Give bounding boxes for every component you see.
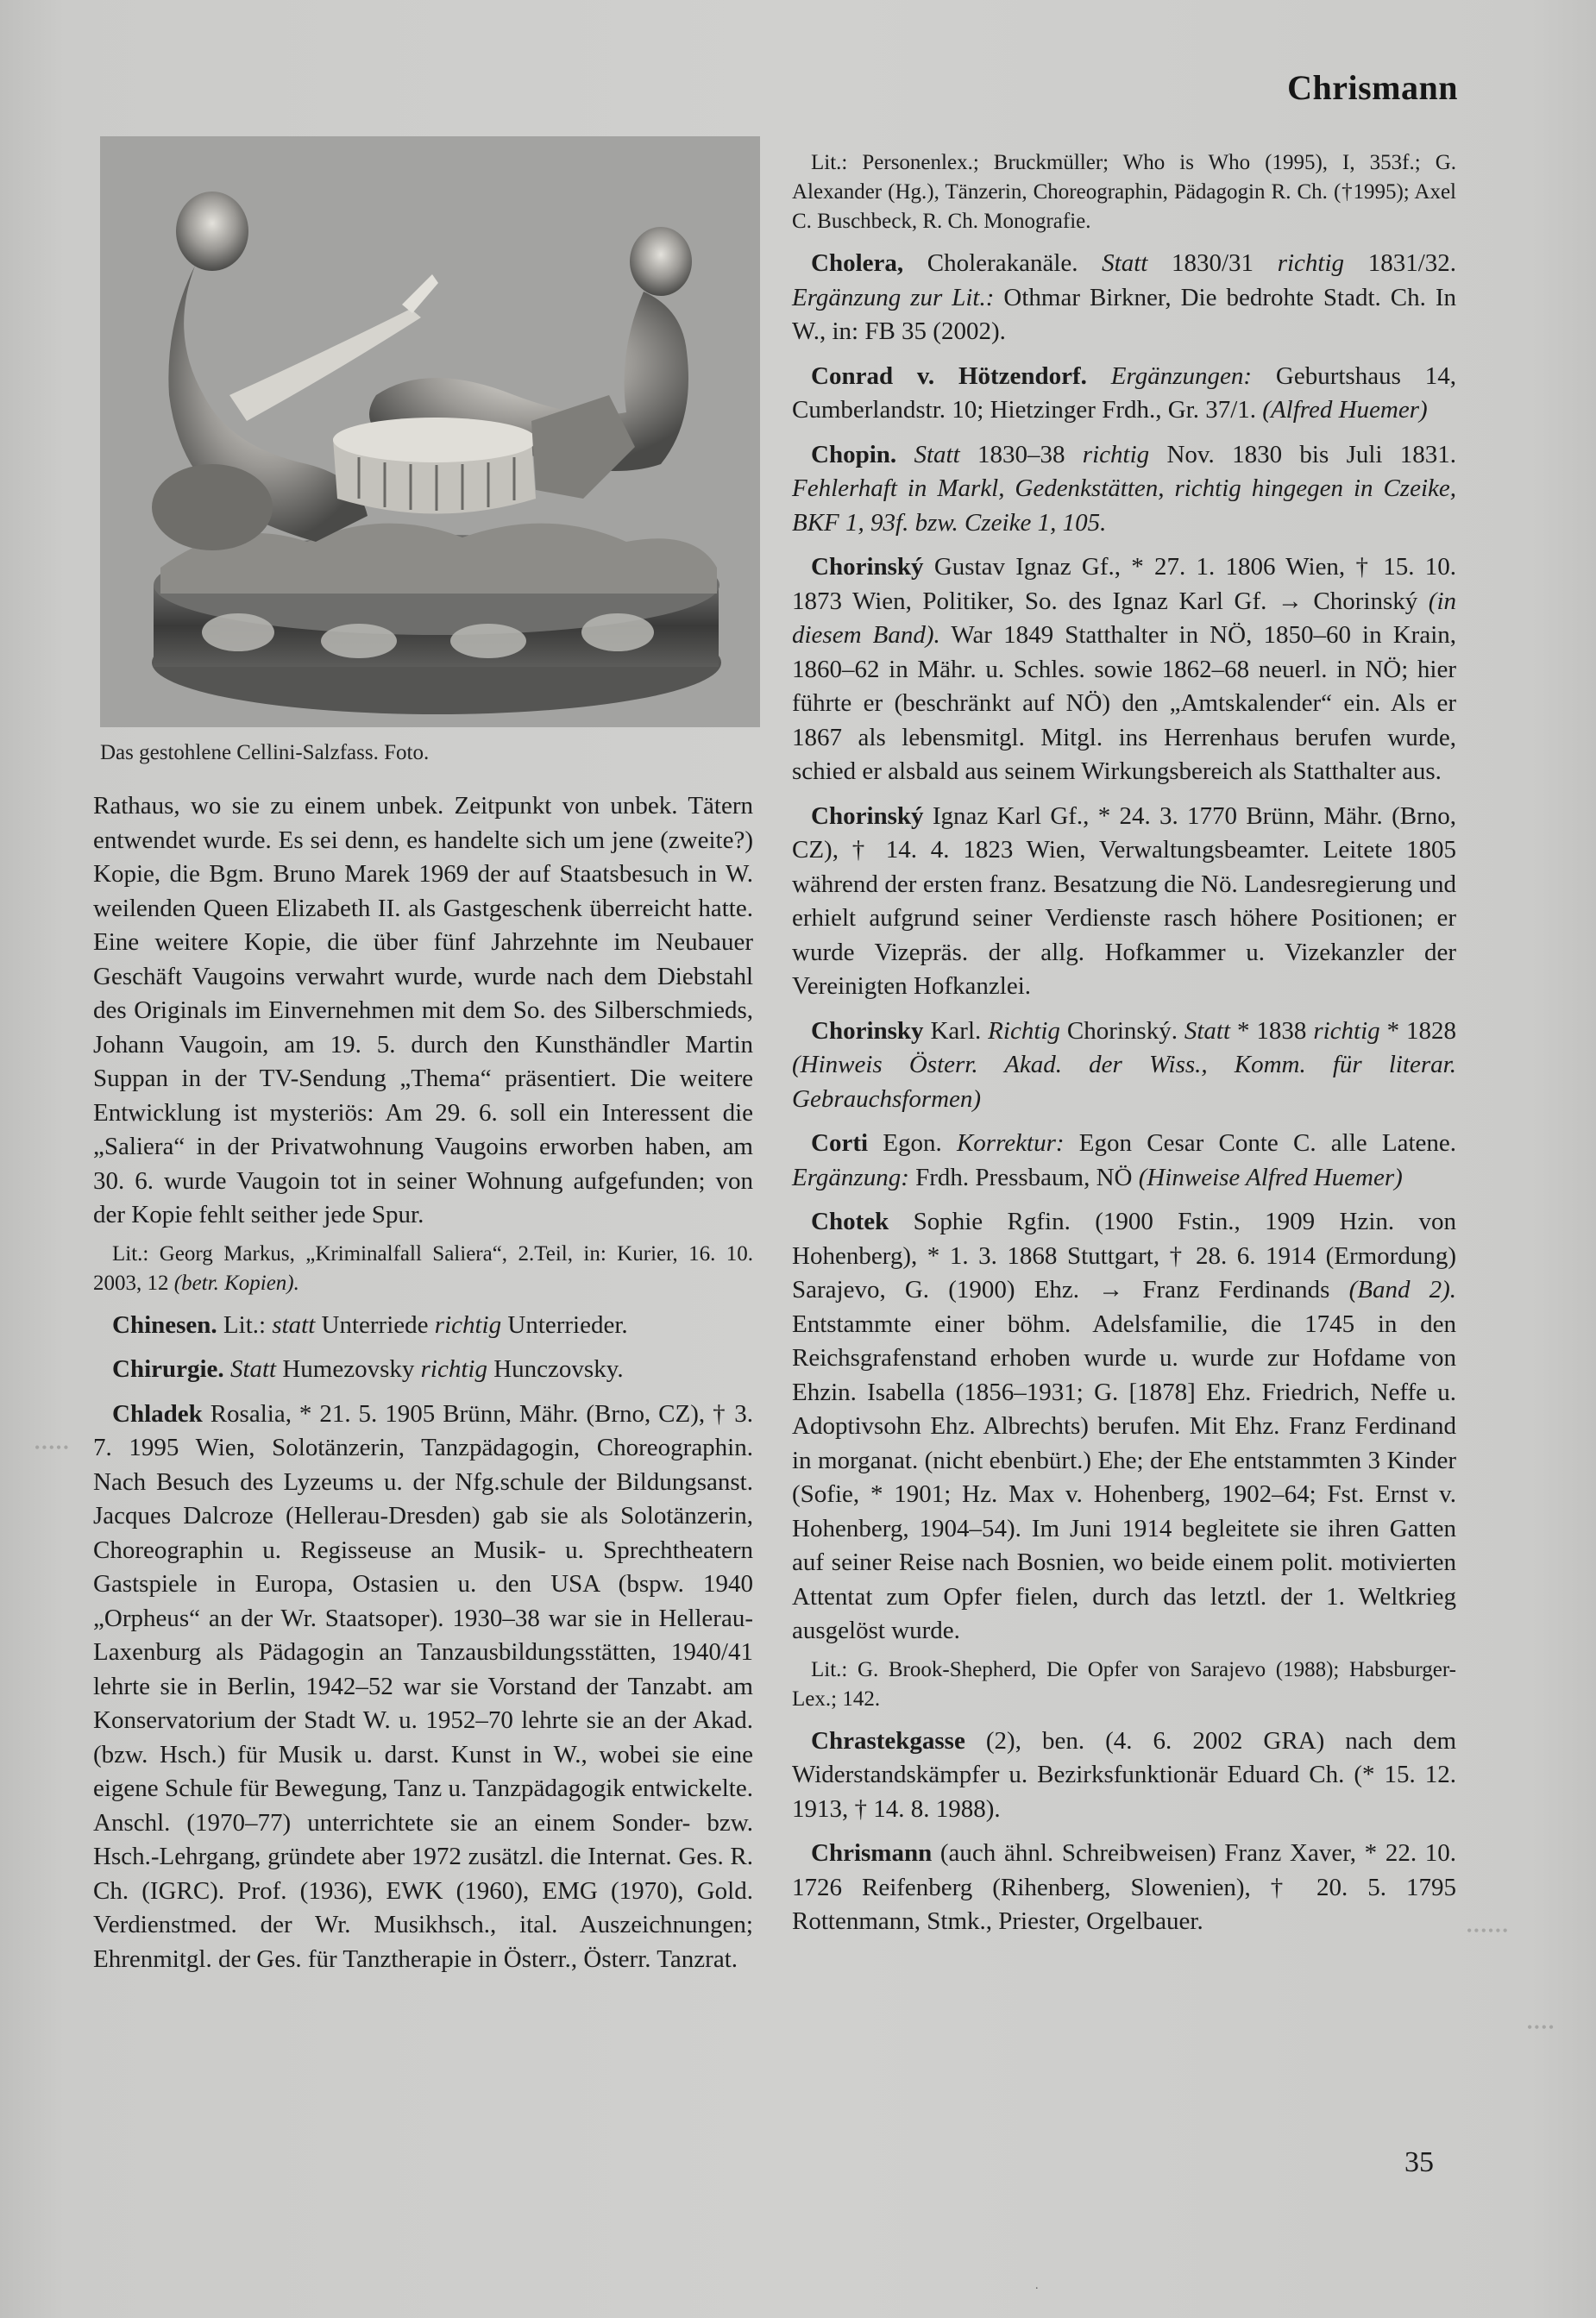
entry-chirurgie bbox=[93, 1353, 753, 1387]
chotek-text: Sophie Rgfin. (1900 Fstin., 1909 Hzin. von Hohenberg), * 1. 3. 1868 Stuttgart, † 28. 6. 1914 (Ermordung) Sarajevo, G. (1900) Ehz. → Franz Ferdinands bbox=[792, 1208, 1457, 1303]
entry-chorinsky-ignaz bbox=[792, 800, 1456, 1004]
corti-korr: Korrektur: bbox=[956, 1129, 1065, 1157]
footer-dot: . bbox=[1035, 2279, 1039, 2292]
entry-chladek bbox=[93, 1398, 753, 1977]
scan-mark-left: ••••• bbox=[35, 1439, 71, 1456]
chorinsky-karl-name: Karl. bbox=[930, 1016, 982, 1045]
saliera-photo bbox=[100, 136, 760, 727]
cholera-lit: Othmar Birkner, Die bedrohte Stadt. Ch. In W., in: FB 35 (2002). bbox=[792, 283, 1456, 345]
chrastekgasse-text: (2), ben. (4. 6. 2002 GRA) nach dem Widerstandskämpfer u. Bezirksfunktionär Eduard Ch. (* 15. 12. 1913, † 14. 8. 1988). bbox=[792, 1726, 1456, 1823]
chirurgie-wrong: Humezovsky bbox=[282, 1355, 415, 1383]
chopin-right: Nov. 1830 bis Juli 1831. bbox=[1166, 440, 1457, 468]
chinesen-richtig: richtig bbox=[434, 1310, 502, 1339]
cholera-erg: Ergänzung zur Lit.: bbox=[792, 283, 995, 311]
entry-saliera-continued: Rathaus, wo sie zu einem unbek. Zeitpunkt von unbek. Tätern entwendet wurde. Es sei denn, es handelte sich um jene (zweite?) Kopie, die Bgm. Bruno Marek 1969 der auf Staatsbesuch in W. weilenden Queen Elizabeth II. als Gastgeschenk überreicht hatte. Eine weitere Kopie, die über fünf Jahrzehnte im Neubauer Geschäft Vaugoins verwahrt wurde, wurde nach dem Diebstahl des Originals im Einvernehmen mit dem So. des Silberschmieds, Johann Vaugoin, am 19. 5. durch den Kunsthändler Martin Suppan in der TV-Sendung „Thema“ präsentiert. Die weitere Entwicklung ist mysteriös: Am 29. 6. soll ein Interessent die „Saliera“ in der Privatwohnung Vaugoins erworben haben, am 30. 6. wurde Vaugoin tot in seiner Wohnung aufgefunden; von der Kopie fehlt seither jede Spur. bbox=[93, 792, 753, 1228]
chopin-richtig: richtig bbox=[1082, 440, 1150, 468]
chinesen-statt: statt bbox=[272, 1310, 316, 1339]
cholera-statt: Statt bbox=[1102, 249, 1148, 277]
page-number: 35 bbox=[1404, 2146, 1434, 2178]
figure-caption: Das gestohlene Cellini-Salzfass. Foto. bbox=[100, 741, 430, 764]
entry-chorinsky-gustav bbox=[792, 550, 1456, 789]
chorinsky-gustav-text: Gustav Ignaz Gf., * 27. 1. 1806 Wien, † 15. 10. 1873 Wien, Politiker, So. des Ignaz Karl Gf. → Chorinský bbox=[792, 553, 1456, 615]
headword-chrastekgasse: Chrastekgasse bbox=[811, 1726, 965, 1755]
chirurgie-statt: Statt bbox=[229, 1355, 277, 1383]
chopin-note: Fehlerhaft in Markl, Gedenkstätten, richtig hingegen in Czeike, BKF 1, 93f. bzw. Czeike 1, 105. bbox=[792, 474, 1456, 537]
entry-chopin bbox=[792, 438, 1456, 541]
lit-chotek: Lit.: G. Brook-Shepherd, Die Opfer von Sarajevo (1988); Habsburger-Lex.; 142. bbox=[792, 1657, 1456, 1711]
headword-corti: Corti bbox=[811, 1129, 869, 1157]
chirurgie-richtig: richtig bbox=[420, 1355, 487, 1383]
entry-chinesen bbox=[93, 1309, 753, 1343]
cholera-richtig: richtig bbox=[1277, 249, 1345, 277]
chinesen-lit: Lit.: bbox=[223, 1310, 267, 1339]
chorinsky-gustav-bio: War 1849 Statthalter in NÖ, 1850–60 in Krain, 1860–62 in Mähr. u. Schles. sowie 1862–68 neuerl. in NÖ; hier führte er (beschränkt auf NÖ) den „Amtskalender“ ein. Als er 1867 als lebensmitgl. Mitgl. ins Herrenhaus berufen wurde, schied er alsbald aus seinem Wirkungsbereich als Statthalter aus. bbox=[792, 621, 1457, 785]
chinesen-right: Unterrieder. bbox=[507, 1310, 628, 1339]
conrad-erg: Ergänzungen: bbox=[1110, 361, 1253, 390]
chopin-statt: Statt bbox=[914, 440, 960, 468]
headword-chladek: Chladek bbox=[112, 1399, 203, 1428]
cholera-right: 1831/32. bbox=[1367, 249, 1457, 277]
corti-text: Egon Cesar Conte C. alle Latene. bbox=[1078, 1129, 1457, 1157]
chorinsky-karl-right2: * 1828 bbox=[1386, 1016, 1456, 1045]
chotek-bio: Entstammte einer böhm. Adelsfamilie, die 1745 in den Reichsgrafenstand erhoben wurde u. wurde zur Hofdame von Ehzin. Isabella (1856–1931; G. [1878] Ehz. Friedrich, Neffe u. Adoptivsohn Ehz. Albrechts) berufen. Mit Ehz. Franz Ferdinand in morganat. (nicht ebenbürt.) Ehe; der Ehe entstammten 3 Kinder (Sofie, * 1901; Hz. Max v. Hohenberg, 1902–64; Fst. Ernst v. Hohenberg, 1904–54). Im Juni 1914 begleitete sie ihren Gatten auf seiner Reise nach Bosnien, wo beide einem polit. motivierten Attentat zum Opfer fielen, durch das letztl. der 1. Weltkrieg ausgelöst wurde. bbox=[792, 1310, 1456, 1644]
chorinsky-karl-right: Chorinský. bbox=[1066, 1016, 1178, 1045]
entry-corti bbox=[792, 1127, 1456, 1195]
chorinsky-karl-richtig2: richtig bbox=[1313, 1016, 1380, 1045]
conrad-source: (Alfred Huemer) bbox=[1262, 396, 1428, 424]
entry-chrismann bbox=[792, 1837, 1456, 1939]
headword-chrismann: Chrismann bbox=[811, 1839, 933, 1867]
headword-chinesen: Chinesen. bbox=[112, 1310, 217, 1339]
chinesen-wrong: Unterriede bbox=[321, 1310, 429, 1339]
headword-chirurgie: Chirurgie. bbox=[112, 1355, 224, 1383]
lit-saliera bbox=[93, 1240, 753, 1298]
headword-conrad: Conrad v. Hötzendorf. bbox=[811, 361, 1087, 390]
corti-source: (Hinweise Alfred Huemer) bbox=[1138, 1163, 1403, 1191]
entry-conrad bbox=[792, 360, 1456, 428]
chorinsky-karl-wrong: * 1838 bbox=[1236, 1016, 1307, 1045]
entry-chotek bbox=[792, 1205, 1456, 1649]
entry-chorinsky-karl bbox=[792, 1015, 1456, 1117]
conrad-text: Geburtshaus 14, Cumberlandstr. 10; Hietzinger Frdh., Gr. 37/1. bbox=[792, 361, 1456, 424]
lit-saliera-text: Lit.: Georg Markus, „Kriminalfall Saliera“, 2.Teil, in: Kurier, 16. 10. 2003, 12 bbox=[93, 1241, 753, 1295]
cholera-sub: Cholerakanäle. bbox=[927, 249, 1078, 277]
corti-erg: Ergänzung: bbox=[792, 1163, 909, 1191]
corti-grave: Frdh. Pressbaum, NÖ bbox=[915, 1163, 1133, 1191]
headword-cholera: Cholera, bbox=[811, 249, 904, 277]
cholera-wrong: 1830/31 bbox=[1172, 249, 1254, 277]
chorinsky-gustav-ref: (in diesem Band). bbox=[792, 587, 1457, 649]
chirurgie-right: Hunczovsky. bbox=[493, 1355, 624, 1383]
scan-mark-right-lower: •••• bbox=[1527, 2019, 1556, 2036]
chladek-text: Rosalia, * 21. 5. 1905 Brünn, Mähr. (Brno, CZ), † 3. 7. 1995 Wien, Solotänzerin, Tanzpädagogin, Choreographin. Nach Besuch des Lyzeums u. der Nfg.schule der Bildungsanst. Jacques Dalcroze (Hellerau-Dresden) gab sie als Solotänzerin, Choreographin u. Regisseuse an Musik- u. Sprechtheatern Gastspiele in Europa, Ostasien u. den USA (bspw. 1940 „Orpheus“ an der Wr. Staatsoper). 1930–38 war sie in Hellerau-Laxenburg als Pädagogin an Tanzausbildungsstätten, 1940/41 lehrte sie in Berlin, 1942–52 war sie Vorstand der Tanzabt. am Konservatorium der Stadt W. u. 1952–70 lehrte sie an der Akad. (bzw. Hsch.) für Musik u. darst. Kunst in W., wobei sie eine eigene Schule für Bewegung, Tanz u. Tanzpädagogik entwickelte. Anschl. (1970–77) unterrichtete sie an einem Sonder- bzw. Hsch.-Lehrgang, gründete aber 1972 zusätzl. die Internat. Ges. R. Ch. (IGRC). Prof. (1936), EWK (1960), EMG (1970), Gold. Verdienstmed. der Wr. Musikhsch., ital. Auszeichnungen; Ehrenmitgl. der Ges. für Tanztherapie in Österr., Österr. Tanzrat. bbox=[93, 1399, 753, 1973]
lit-chladek: Lit.: Personenlex.; Bruckmüller; Who is Who (1995), I, 353f.; G. Alexander (Hg.), Tänzerin, Choreographin, Pädagogin R. Ch. (†1995); Axel C. Buschbeck, R. Ch. Monografie. bbox=[792, 151, 1456, 233]
chotek-ref: (Band 2). bbox=[1348, 1276, 1457, 1303]
headword-chotek: Chotek bbox=[811, 1208, 889, 1235]
headword-chorinsky-ignaz: Chorinský bbox=[811, 801, 924, 830]
headword-chopin: Chopin. bbox=[811, 440, 897, 468]
chrismann-text: (auch ähnl. Schreibweisen) Franz Xaver, * 22. 10. 1726 Reifenberg (Rihenberg, Slowenien), † 20. 5. 1795 Rottenmann, Stmk., Priester, Orgelbauer. bbox=[792, 1839, 1457, 1935]
headword-chorinsky-karl: Chorinsky bbox=[811, 1016, 924, 1045]
right-column bbox=[792, 148, 1456, 1939]
chorinsky-karl-richtig: Richtig bbox=[988, 1016, 1060, 1045]
entry-cholera bbox=[792, 247, 1456, 349]
running-head: Chrismann bbox=[1287, 68, 1458, 107]
headword-chorinsky-gustav: Chorinský bbox=[811, 553, 924, 581]
left-column bbox=[93, 136, 753, 1976]
salt-cellar-illustration bbox=[100, 136, 760, 727]
chorinsky-ignaz-text: Ignaz Karl Gf., * 24. 3. 1770 Brünn, Mähr. (Brno, CZ), † 14. 4. 1823 Wien, Verwaltungsbeamter. Leitete 1805 während der ersten franz. Besatzung die Nö. Landesregierung und erhielt aufgrund seiner Verdienste rasch höhere Positionen; er wurde Vizepräs. der allg. Hofkammer u. Vizekanzler der Vereinigten Hofkanzlei. bbox=[792, 801, 1456, 1000]
lit-saliera-note: (betr. Kopien). bbox=[173, 1271, 299, 1295]
chopin-wrong: 1830–38 bbox=[977, 440, 1065, 468]
entry-chrastekgasse bbox=[792, 1724, 1456, 1827]
corti-name: Egon. bbox=[883, 1129, 942, 1157]
chorinsky-karl-note: (Hinweis Österr. Akad. der Wiss., Komm. für literar. Gebrauchsformen) bbox=[792, 1051, 1456, 1113]
chorinsky-karl-statt: Statt bbox=[1184, 1016, 1231, 1045]
scan-mark-right: •••••• bbox=[1467, 1922, 1510, 1939]
